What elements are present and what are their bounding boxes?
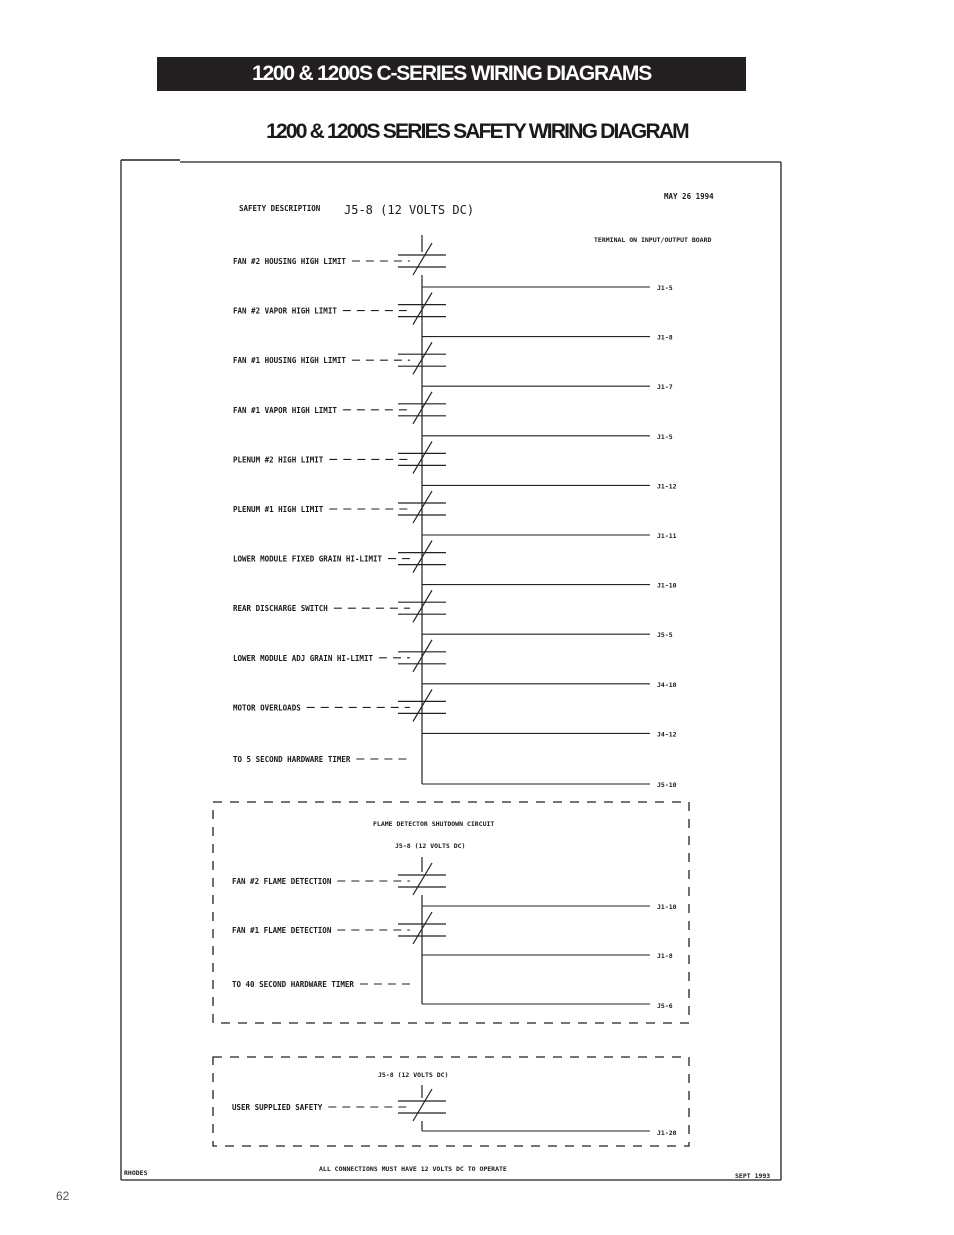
- safety-label-5: PLENUM #1 HIGH LIMIT: [233, 505, 324, 514]
- safety-label-6: LOWER MODULE FIXED GRAIN HI-LIMIT: [233, 554, 383, 564]
- user-safety-box: [213, 1057, 689, 1146]
- terminal-label-9: J4-12: [657, 730, 677, 739]
- safety-label-8: LOWER MODULE ADJ GRAIN HI-LIMIT: [233, 653, 373, 663]
- diagram-date: MAY 26 1994: [664, 192, 714, 201]
- user-safety-label: USER SUPPLIED SAFETY: [232, 1103, 323, 1112]
- main-switch-0: [352, 243, 446, 275]
- safety-label-0: FAN #2 HOUSING HIGH LIMIT: [233, 257, 346, 266]
- terminal-label-5: J1-11: [657, 532, 677, 540]
- main-switch-9: [307, 689, 446, 721]
- safety-label-4: PLENUM #2 HIGH LIMIT: [233, 455, 324, 465]
- main-switch-3: [343, 392, 446, 424]
- safety-label-1: FAN #2 VAPOR HIGH LIMIT: [233, 306, 337, 316]
- flame-switch-0: [337, 863, 446, 895]
- user-safety-circuit: [232, 1085, 677, 1137]
- terminal-label-0: J1-5: [657, 284, 673, 292]
- terminal-label-1: J1-8: [657, 333, 673, 342]
- main-safety-circuit: [233, 235, 677, 789]
- terminal-label-6: J1-10: [657, 581, 677, 590]
- flame-terminal-label-0: J1-10: [657, 903, 677, 911]
- flame-circuit-title: FLAME DETECTOR SHUTDOWN CIRCUIT: [373, 820, 495, 828]
- terminal-header: TERMINAL ON INPUT/OUTPUT BOARD: [594, 236, 712, 244]
- main-supply-label: J5-8 (12 VOLTS DC): [344, 203, 475, 217]
- flame-circuit-box: [213, 802, 689, 1023]
- safety-label-timer: TO 5 SECOND HARDWARE TIMER: [233, 755, 351, 764]
- footer-date: SEPT 1993: [735, 1172, 771, 1180]
- page-number: 62: [56, 1189, 70, 1203]
- flame-timer-label: TO 40 SECOND HARDWARE TIMER: [232, 980, 354, 989]
- terminal-label-8: J4-10: [657, 680, 677, 689]
- flame-supply-label: J5-8 (12 VOLTS DC): [395, 842, 466, 850]
- footer-note: ALL CONNECTIONS MUST HAVE 12 VOLTS DC TO OPERATE: [319, 1165, 507, 1173]
- main-switch-7: [334, 590, 446, 622]
- terminal-label-timer: J5-10: [657, 781, 677, 789]
- safety-label-3: FAN #1 VAPOR HIGH LIMIT: [233, 405, 337, 415]
- flame-switch-1: [337, 912, 446, 944]
- terminal-label-4: J1-12: [657, 482, 677, 491]
- diagram-title: 1200 & 1200S SERIES SAFETY WIRING DIAGRAM: [266, 120, 688, 143]
- flame-terminal-label-1: J1-8: [657, 952, 673, 960]
- flame-terminal-label-timer: J5-6: [657, 1002, 673, 1010]
- section-header: 1200 & 1200S C-SERIES WIRING DIAGRAMS: [157, 57, 746, 91]
- main-switch-6: [388, 541, 446, 573]
- safety-label-7: REAR DISCHARGE SWITCH: [233, 604, 328, 614]
- main-switch-4: [329, 441, 446, 473]
- terminal-label-3: J1-5: [657, 432, 673, 441]
- safety-label-9: MOTOR OVERLOADS: [233, 703, 301, 713]
- safety-description-label: SAFETY DESCRIPTION: [239, 204, 321, 213]
- terminal-label-2: J1-7: [657, 383, 673, 392]
- flame-label-0: FAN #2 FLAME DETECTION: [232, 877, 332, 886]
- safety-label-2: FAN #1 HOUSING HIGH LIMIT: [233, 356, 346, 366]
- terminal-label-7: J5-5: [657, 631, 673, 640]
- flame-circuit: [232, 857, 677, 1010]
- main-switch-2: [352, 342, 446, 374]
- user-supply-label: J5-8 (12 VOLTS DC): [378, 1071, 449, 1079]
- main-switch-8: [379, 640, 446, 672]
- flame-label-1: FAN #1 FLAME DETECTION: [232, 926, 332, 935]
- main-switch-1: [343, 293, 446, 325]
- footer-author: RHODES: [124, 1169, 148, 1177]
- main-switch-5: [329, 491, 446, 523]
- user-switch-0: [328, 1089, 446, 1121]
- user-terminal-label: J1-20: [657, 1129, 677, 1137]
